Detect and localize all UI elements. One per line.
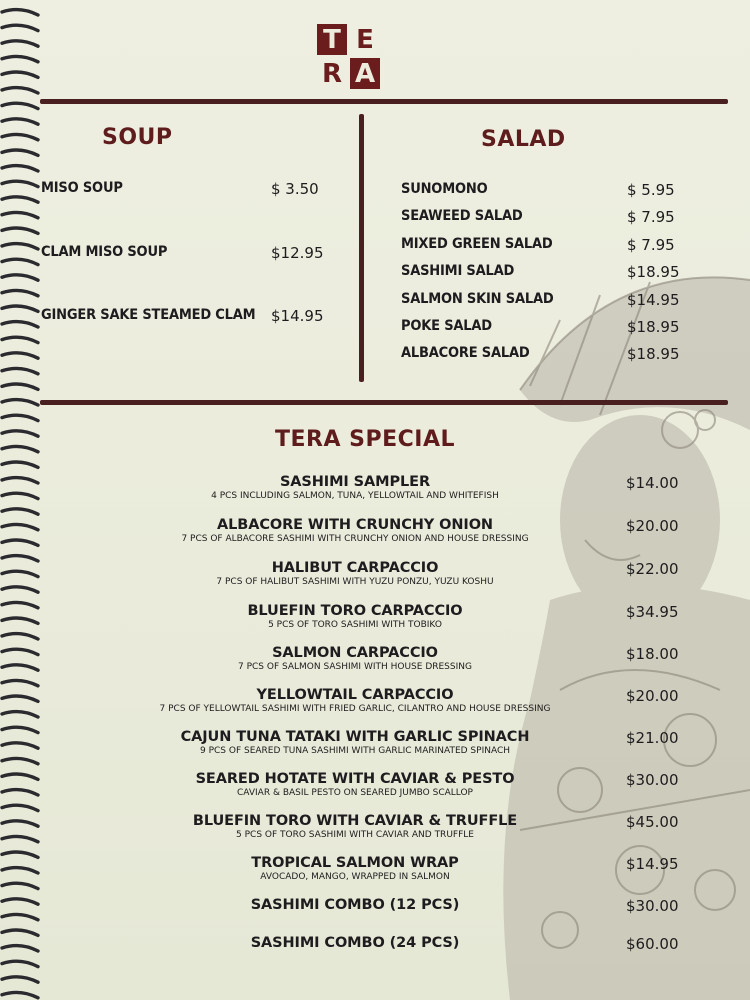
special-item-price: $20.00 <box>626 687 679 705</box>
spiral-coil <box>2 602 38 607</box>
special-item-desc: 9 PCS OF SEARED TUNA SASHIMI WITH GARLIC MARINATED SPINACH <box>199 746 511 756</box>
spiral-coil <box>2 977 38 982</box>
special-item-price: $34.95 <box>626 603 679 621</box>
special-item-name: SALMON CARPACCIO <box>272 645 438 661</box>
soup-heading: SOUP <box>102 125 173 150</box>
logo-letter: E <box>356 24 374 55</box>
spiral-coil <box>2 244 38 249</box>
special-item-price: $14.00 <box>626 474 679 492</box>
spiral-coil <box>2 992 38 997</box>
special-item-desc: AVOCADO, MANGO, WRAPPED IN SALMON <box>260 872 450 882</box>
menu-item-price: $18.95 <box>627 345 680 363</box>
menu-item-name: SUNOMONO <box>401 181 488 197</box>
special-item <box>140 687 570 714</box>
menu-item-price: $12.95 <box>271 244 324 262</box>
special-item-price: $45.00 <box>626 813 679 831</box>
special-item-name: SASHIMI COMBO (12 PCS) <box>250 897 460 913</box>
special-item-name: YELLOWTAIL CARPACCIO <box>256 687 454 703</box>
spiral-coil <box>2 524 38 529</box>
special-item <box>140 729 570 756</box>
spiral-coil <box>2 462 38 467</box>
spiral-coil <box>2 275 38 280</box>
special-item-price: $20.00 <box>626 517 679 535</box>
menu-item-name: SASHIMI SALAD <box>401 263 515 279</box>
spiral-coil <box>2 290 38 295</box>
spiral-coil <box>2 930 38 935</box>
spiral-coil <box>2 805 38 810</box>
special-item-desc: 7 PCS OF HALIBUT SASHIMI WITH YUZU PONZU, YUZU KOSHU <box>216 577 494 587</box>
menu-item-name: SEAWEED SALAD <box>401 208 523 224</box>
spiral-coil <box>2 337 38 342</box>
spiral-coil <box>2 197 38 202</box>
geisha-umbrella-icon <box>490 270 750 1000</box>
spiral-coil <box>2 384 38 389</box>
special-item <box>140 645 570 672</box>
spiral-coil <box>2 758 38 763</box>
spiral-coil <box>2 493 38 498</box>
menu-item-name: SALMON SKIN SALAD <box>401 291 554 307</box>
spiral-coil <box>2 353 38 358</box>
spiral-coil <box>2 836 38 841</box>
spiral-coil <box>2 181 38 186</box>
spiral-coil <box>2 961 38 966</box>
special-item-name: BLUEFIN TORO WITH CAVIAR & TRUFFLE <box>192 813 518 829</box>
spiral-coil <box>2 509 38 514</box>
menu-item-name: POKE SALAD <box>401 318 492 334</box>
special-item-price: $30.00 <box>626 897 679 915</box>
menu-item-name: ALBACORE SALAD <box>401 345 530 361</box>
spiral-coil <box>2 41 38 46</box>
spiral-coil <box>2 618 38 623</box>
special-item <box>140 474 570 501</box>
menu-item-price: $ 3.50 <box>271 180 319 198</box>
spiral-coil <box>2 166 38 171</box>
special-item <box>140 813 570 840</box>
spiral-binding-icon <box>0 0 44 1000</box>
special-item <box>140 771 570 798</box>
special-item-name: HALIBUT CARPACCIO <box>271 560 439 576</box>
menu-item-name: GINGER SAKE STEAMED CLAM <box>41 307 256 323</box>
spiral-coil <box>2 540 38 545</box>
menu-item-name: MIXED GREEN SALAD <box>401 236 553 252</box>
menu-item-price: $18.95 <box>627 263 680 281</box>
spiral-coil <box>2 696 38 701</box>
special-item-desc: 4 PCS INCLUDING SALMON, TUNA, YELLOWTAIL AND WHITEFISH <box>211 491 499 501</box>
special-item <box>140 560 570 587</box>
spiral-coil <box>2 946 38 951</box>
column-divider <box>359 114 364 382</box>
special-item <box>140 935 570 952</box>
special-item <box>140 603 570 630</box>
spiral-coil <box>2 665 38 670</box>
special-item <box>140 897 570 914</box>
special-item-name: ALBACORE WITH CRUNCHY ONION <box>217 517 493 533</box>
special-item-name: SASHIMI SAMPLER <box>279 474 431 490</box>
spiral-coil <box>2 634 38 639</box>
spiral-coil <box>2 431 38 436</box>
spiral-coil <box>2 259 38 264</box>
spiral-coil <box>2 587 38 592</box>
menu-item-price: $ 7.95 <box>627 236 675 254</box>
menu-item-price: $14.95 <box>627 291 680 309</box>
tera-special-heading: TERA SPECIAL <box>275 427 456 452</box>
tera-logo <box>317 24 381 90</box>
special-item-price: $60.00 <box>626 935 679 953</box>
spiral-coil <box>2 103 38 108</box>
spiral-coil <box>2 571 38 576</box>
spiral-coil <box>2 914 38 919</box>
special-item-desc: 5 PCS OF TORO SASHIMI WITH TOBIKO <box>268 620 442 630</box>
spiral-coil <box>2 415 38 420</box>
menu-item-price: $14.95 <box>271 307 324 325</box>
spiral-coil <box>2 368 38 373</box>
special-item-desc: 5 PCS OF TORO SASHIMI WITH CAVIAR AND TRUFFLE <box>236 830 474 840</box>
menu-item-price: $ 7.95 <box>627 208 675 226</box>
special-item-name: CAJUN TUNA TATAKI WITH GARLIC SPINACH <box>180 729 530 745</box>
spiral-coil <box>2 72 38 77</box>
spiral-coil <box>2 868 38 873</box>
spiral-coil <box>2 680 38 685</box>
menu-item-price: $ 5.95 <box>627 181 675 199</box>
spiral-coil <box>2 446 38 451</box>
spiral-coil <box>2 88 38 93</box>
spiral-coil <box>2 306 38 311</box>
spiral-coil <box>2 25 38 30</box>
menu-item-name: CLAM MISO SOUP <box>41 244 168 260</box>
spiral-coil <box>2 556 38 561</box>
spiral-coil <box>2 478 38 483</box>
middle-divider <box>40 400 728 405</box>
logo-letter: A <box>350 58 380 89</box>
special-item-name: SEARED HOTATE WITH CAVIAR & PESTO <box>195 771 515 787</box>
special-item <box>140 517 570 544</box>
spiral-coil <box>2 727 38 732</box>
special-item-price: $14.95 <box>626 855 679 873</box>
special-item-desc: 7 PCS OF YELLOWTAIL SASHIMI WITH FRIED GARLIC, CILANTRO AND HOUSE DRESSING <box>159 704 551 714</box>
salad-heading: SALAD <box>481 127 566 152</box>
special-item-desc: 7 PCS OF ALBACORE SASHIMI WITH CRUNCHY ONION AND HOUSE DRESSING <box>181 534 529 544</box>
menu-item-price: $18.95 <box>627 318 680 336</box>
spiral-coil <box>2 119 38 124</box>
geisha-illustration <box>490 270 750 1000</box>
menu-item-name: MISO SOUP <box>41 180 123 196</box>
special-item-price: $22.00 <box>626 560 679 578</box>
spiral-coil <box>2 883 38 888</box>
spiral-coil <box>2 790 38 795</box>
spiral-coil <box>2 228 38 233</box>
spiral-coil <box>2 150 38 155</box>
spiral-coil <box>2 400 38 405</box>
special-item-desc: 7 PCS OF SALMON SASHIMI WITH HOUSE DRESSING <box>238 662 472 672</box>
special-item-price: $30.00 <box>626 771 679 789</box>
logo-letter: R <box>321 58 343 89</box>
special-item-name: TROPICAL SALMON WRAP <box>251 855 459 871</box>
spiral-coil <box>2 852 38 857</box>
special-item-price: $21.00 <box>626 729 679 747</box>
special-item-name: SASHIMI COMBO (24 PCS) <box>250 935 460 951</box>
spiral-coil <box>2 10 38 15</box>
spiral-coil <box>2 712 38 717</box>
spiral-coil <box>2 649 38 654</box>
spiral-coil <box>2 899 38 904</box>
spiral-coil <box>2 743 38 748</box>
spiral-coil <box>2 212 38 217</box>
logo-letter: T <box>317 24 347 55</box>
spiral-coil <box>2 821 38 826</box>
spiral-coil <box>2 774 38 779</box>
spiral-coil <box>2 56 38 61</box>
special-item <box>140 855 570 882</box>
special-item-name: BLUEFIN TORO CARPACCIO <box>247 603 463 619</box>
top-divider <box>40 99 728 104</box>
special-item-price: $18.00 <box>626 645 679 663</box>
spiral-coil <box>2 322 38 327</box>
special-item-desc: CAVIAR & BASIL PESTO ON SEARED JUMBO SCALLOP <box>237 788 473 798</box>
spiral-coil <box>2 134 38 139</box>
